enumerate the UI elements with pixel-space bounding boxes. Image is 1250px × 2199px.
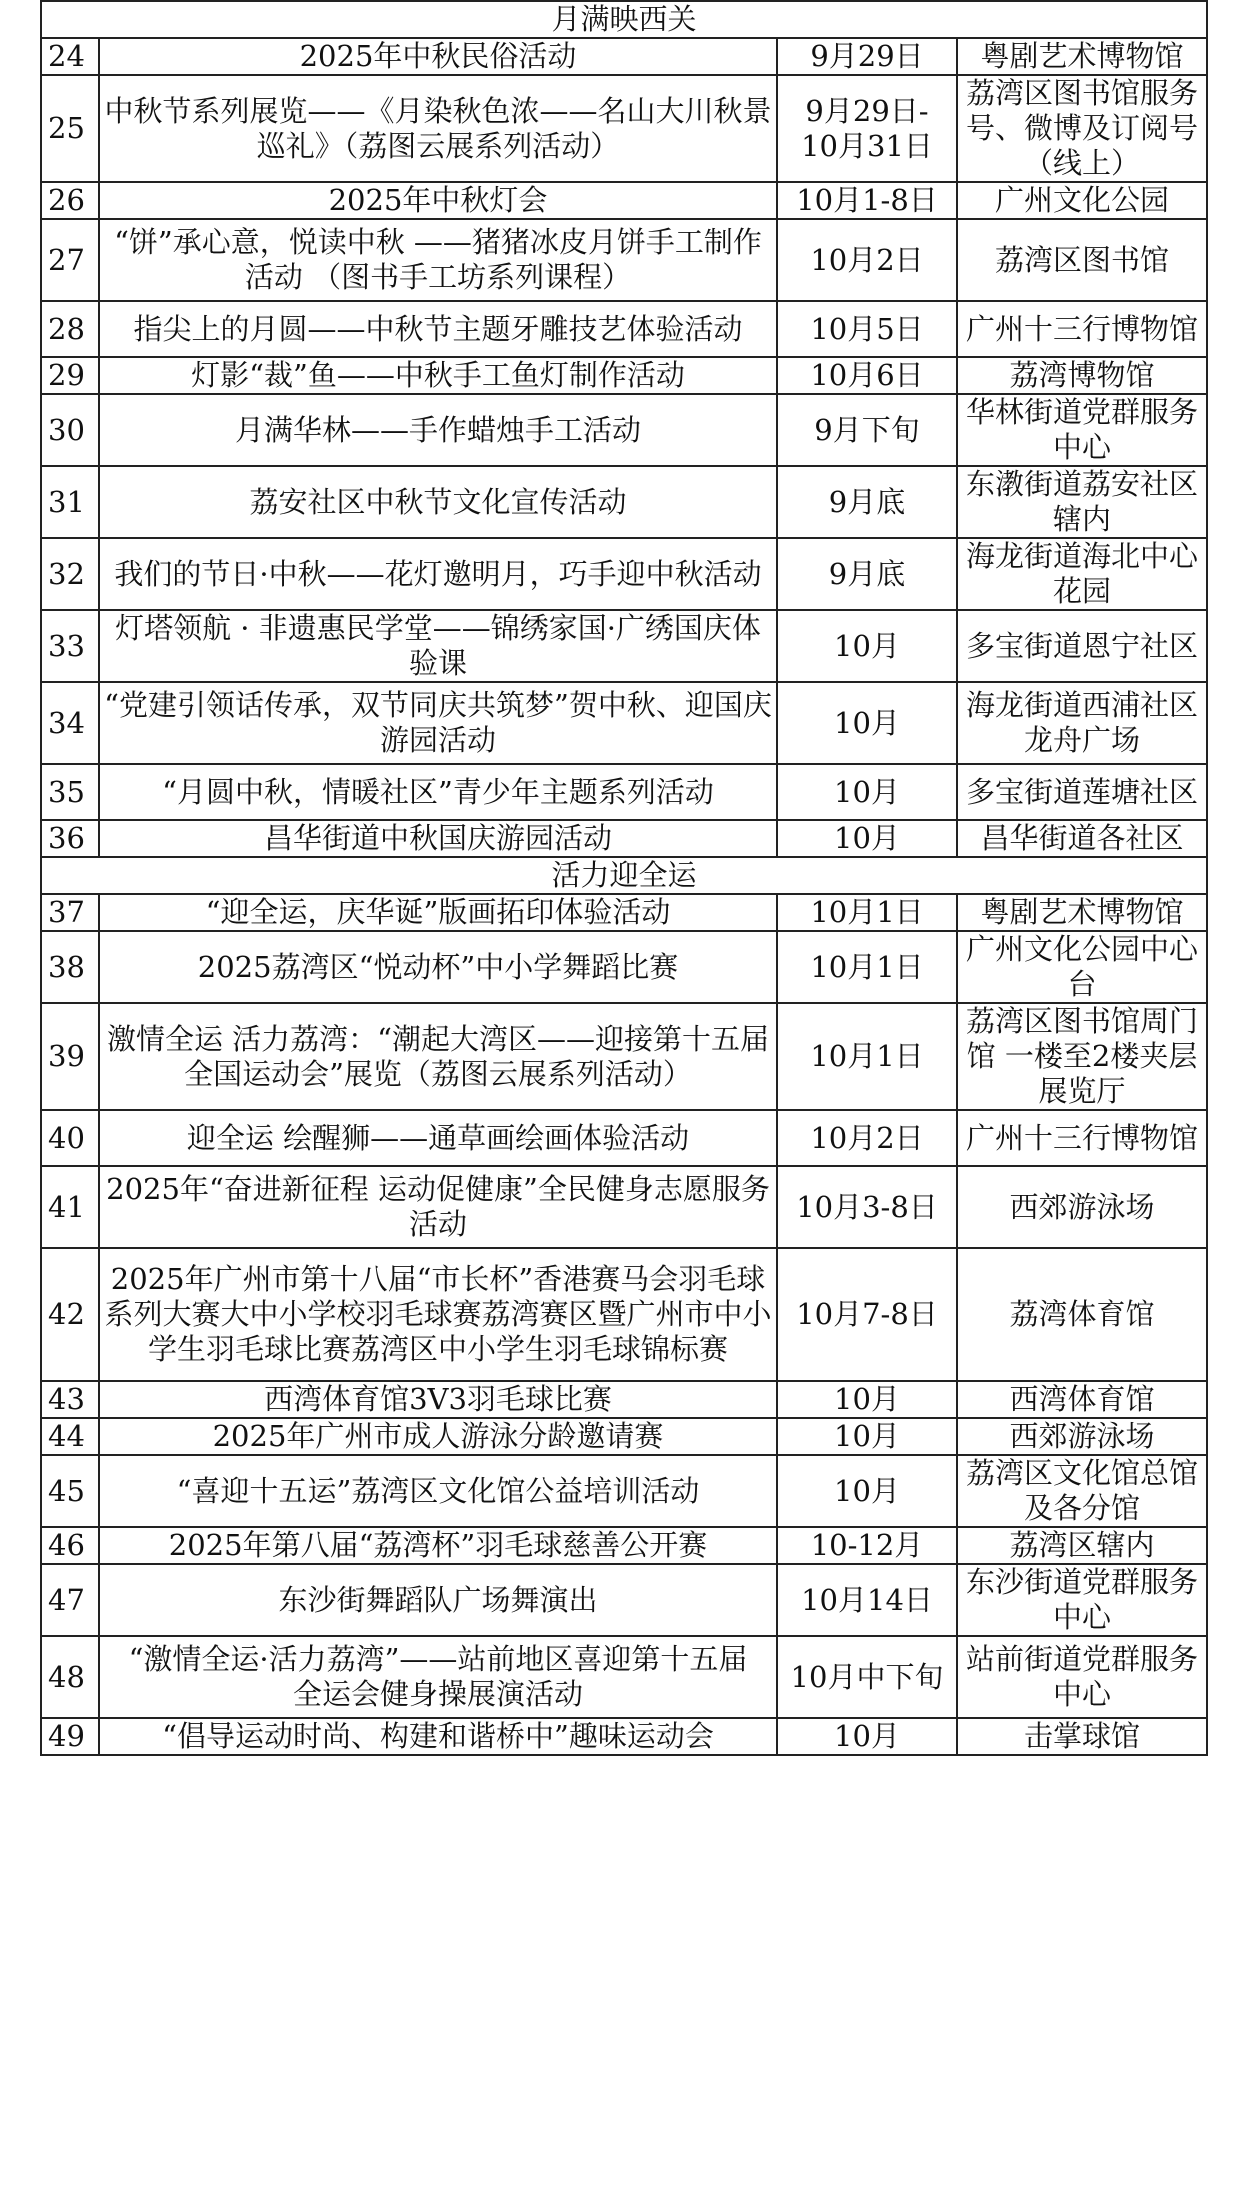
row-number: 36: [41, 820, 99, 857]
row-number: 33: [41, 610, 99, 682]
table-row: [41, 1564, 1207, 1636]
activity-place: 广州十三行博物馆: [957, 301, 1207, 357]
activity-place: 荔湾博物馆: [957, 357, 1207, 394]
activity-date: 9月底: [777, 466, 957, 538]
activity-name: 我们的节日·中秋——花灯邀明月，巧手迎中秋活动: [99, 538, 777, 610]
activity-name: 2025年“奋进新征程 运动促健康”全民健身志愿服务 活动: [99, 1166, 777, 1248]
activity-place: 击掌球馆: [957, 1718, 1207, 1755]
activity-name: 2025年中秋灯会: [99, 182, 777, 219]
activity-date: 10月: [777, 1718, 957, 1755]
activity-date: 10月6日: [777, 357, 957, 394]
table-row: [41, 764, 1207, 820]
table-row: [41, 820, 1207, 857]
activity-date: 10月1日: [777, 931, 957, 1003]
section-row: [41, 857, 1207, 894]
row-number: 25: [41, 75, 99, 182]
activity-name: 灯影“裁”鱼——中秋手工鱼灯制作活动: [99, 357, 777, 394]
row-number: 28: [41, 301, 99, 357]
activity-date: 10月: [777, 682, 957, 764]
section-row: [41, 1, 1207, 38]
activity-place: 东沙街道党群服务中心: [957, 1564, 1207, 1636]
activity-place: 荔湾区图书馆服务号、微博及订阅号（线上）: [957, 75, 1207, 182]
activity-name: “迎全运，庆华诞”版画拓印体验活动: [99, 894, 777, 931]
row-number: 27: [41, 219, 99, 301]
row-number: 34: [41, 682, 99, 764]
row-number: 40: [41, 1110, 99, 1166]
table-row: [41, 1110, 1207, 1166]
table-row: [41, 610, 1207, 682]
row-number: 43: [41, 1381, 99, 1418]
activity-date: 10月7-8日: [777, 1248, 957, 1381]
row-number: 39: [41, 1003, 99, 1110]
activity-name: “月圆中秋，情暖社区”青少年主题系列活动: [99, 764, 777, 820]
activity-name: 激情全运 活力荔湾：“潮起大湾区——迎接第十五届 全国运动会”展览（荔图云展系列活动）: [99, 1003, 777, 1110]
activity-date: 10月: [777, 764, 957, 820]
table-row: [41, 182, 1207, 219]
activity-name: “倡导运动时尚、构建和谐桥中”趣味运动会: [99, 1718, 777, 1755]
table-row: [41, 466, 1207, 538]
activity-place: 荔湾区辖内: [957, 1527, 1207, 1564]
activity-name: 2025年广州市成人游泳分龄邀请赛: [99, 1418, 777, 1455]
table-row: [41, 538, 1207, 610]
activity-date: 10月: [777, 1455, 957, 1527]
row-number: 49: [41, 1718, 99, 1755]
row-number: 42: [41, 1248, 99, 1381]
activity-place: 粤剧艺术博物馆: [957, 894, 1207, 931]
table-row: [41, 894, 1207, 931]
activity-name: 2025年第八届“荔湾杯”羽毛球慈善公开赛: [99, 1527, 777, 1564]
row-number: 47: [41, 1564, 99, 1636]
activity-place: 东漖街道荔安社区辖内: [957, 466, 1207, 538]
activity-name: “激情全运·活力荔湾”——站前地区喜迎第十五届 全运会健身操展演活动: [99, 1636, 777, 1718]
row-number: 38: [41, 931, 99, 1003]
row-number: 41: [41, 1166, 99, 1248]
activity-place: 荔湾体育馆: [957, 1248, 1207, 1381]
row-number: 45: [41, 1455, 99, 1527]
table-row: [41, 1636, 1207, 1718]
activity-place: 广州十三行博物馆: [957, 1110, 1207, 1166]
activity-place: 海龙街道海北中心花园: [957, 538, 1207, 610]
activity-place: 粤剧艺术博物馆: [957, 38, 1207, 75]
table-row: [41, 38, 1207, 75]
activity-name: 指尖上的月圆——中秋节主题牙雕技艺体验活动: [99, 301, 777, 357]
table-row: [41, 1381, 1207, 1418]
activity-date: 10月: [777, 820, 957, 857]
activity-date: 10月2日: [777, 219, 957, 301]
activity-date: 9月底: [777, 538, 957, 610]
row-number: 44: [41, 1418, 99, 1455]
activity-name: 灯塔领航 · 非遗惠民学堂——锦绣家国·广绣国庆体验课: [99, 610, 777, 682]
activity-name: 月满华林——手作蜡烛手工活动: [99, 394, 777, 466]
row-number: 32: [41, 538, 99, 610]
table-row: [41, 1718, 1207, 1755]
section-title: 活力迎全运: [41, 857, 1207, 894]
activity-name: 昌华街道中秋国庆游园活动: [99, 820, 777, 857]
activity-date: 9月下旬: [777, 394, 957, 466]
activity-place: 海龙街道西浦社区龙舟广场: [957, 682, 1207, 764]
activity-place: 西湾体育馆: [957, 1381, 1207, 1418]
table-row: [41, 1418, 1207, 1455]
activity-date: 10月2日: [777, 1110, 957, 1166]
activity-date: 10-12月: [777, 1527, 957, 1564]
activity-name: “饼”承心意，悦读中秋 ——猪猪冰皮月饼手工制作 活动 （图书手工坊系列课程）: [99, 219, 777, 301]
activity-place: 站前街道党群服务中心: [957, 1636, 1207, 1718]
activity-place: 昌华街道各社区: [957, 820, 1207, 857]
table-row: [41, 682, 1207, 764]
table-row: [41, 219, 1207, 301]
row-number: 48: [41, 1636, 99, 1718]
activity-name: “党建引领话传承，双节同庆共筑梦”贺中秋、迎国庆 游园活动: [99, 682, 777, 764]
row-number: 35: [41, 764, 99, 820]
activity-name: 迎全运 绘醒狮——通草画绘画体验活动: [99, 1110, 777, 1166]
activity-place: 荔湾区图书馆: [957, 219, 1207, 301]
row-number: 37: [41, 894, 99, 931]
table-row: [41, 1527, 1207, 1564]
activity-place: 广州文化公园: [957, 182, 1207, 219]
row-number: 30: [41, 394, 99, 466]
activity-name: 中秋节系列展览——《月染秋色浓——名山大川秋景 巡礼》（荔图云展系列活动）: [99, 75, 777, 182]
row-number: 24: [41, 38, 99, 75]
activity-place: 荔湾区图书馆周门馆 一楼至2楼夹层展览厅: [957, 1003, 1207, 1110]
activity-date: 10月3-8日: [777, 1166, 957, 1248]
table-row: [41, 931, 1207, 1003]
activity-date: 10月14日: [777, 1564, 957, 1636]
table-row: [41, 394, 1207, 466]
row-number: 46: [41, 1527, 99, 1564]
activity-name: “喜迎十五运”荔湾区文化馆公益培训活动: [99, 1455, 777, 1527]
activity-date: 10月1日: [777, 1003, 957, 1110]
activity-date: 10月: [777, 1418, 957, 1455]
activity-place: 广州文化公园中心台: [957, 931, 1207, 1003]
activity-place: 多宝街道莲塘社区: [957, 764, 1207, 820]
activity-date: 10月1-8日: [777, 182, 957, 219]
table-row: [41, 1455, 1207, 1527]
activity-name: 2025年中秋民俗活动: [99, 38, 777, 75]
table-row: [41, 1003, 1207, 1110]
activity-place: 西郊游泳场: [957, 1166, 1207, 1248]
activity-place: 西郊游泳场: [957, 1418, 1207, 1455]
activity-name: 2025荔湾区“悦动杯”中小学舞蹈比赛: [99, 931, 777, 1003]
activity-date: 10月5日: [777, 301, 957, 357]
activity-place: 荔湾区文化馆总馆及各分馆: [957, 1455, 1207, 1527]
activity-date: 10月: [777, 610, 957, 682]
activity-table: [40, 0, 1208, 1756]
section-title: 月满映西关: [41, 1, 1207, 38]
row-number: 26: [41, 182, 99, 219]
table-row: [41, 1166, 1207, 1248]
activity-place: 华林街道党群服务中心: [957, 394, 1207, 466]
activity-place: 多宝街道恩宁社区: [957, 610, 1207, 682]
activity-name: 2025年广州市第十八届“市长杯”香港赛马会羽毛球 系列大赛大中小学校羽毛球赛荔湾赛区暨广州市中小 学生羽毛球比赛荔湾区中小学生羽毛球锦标赛: [99, 1248, 777, 1381]
row-number: 31: [41, 466, 99, 538]
activity-date: 10月中下旬: [777, 1636, 957, 1718]
activity-date: 10月1日: [777, 894, 957, 931]
activity-name: 东沙街舞蹈队广场舞演出: [99, 1564, 777, 1636]
table-row: [41, 1248, 1207, 1381]
table-row: [41, 75, 1207, 182]
activity-date: 10月: [777, 1381, 957, 1418]
table-row: [41, 301, 1207, 357]
activity-name: 荔安社区中秋节文化宣传活动: [99, 466, 777, 538]
activity-name: 西湾体育馆3V3羽毛球比赛: [99, 1381, 777, 1418]
table-row: [41, 357, 1207, 394]
activity-table-body: [41, 1, 1207, 1755]
activity-date: 9月29日- 10月31日: [777, 75, 957, 182]
row-number: 29: [41, 357, 99, 394]
activity-date: 9月29日: [777, 38, 957, 75]
